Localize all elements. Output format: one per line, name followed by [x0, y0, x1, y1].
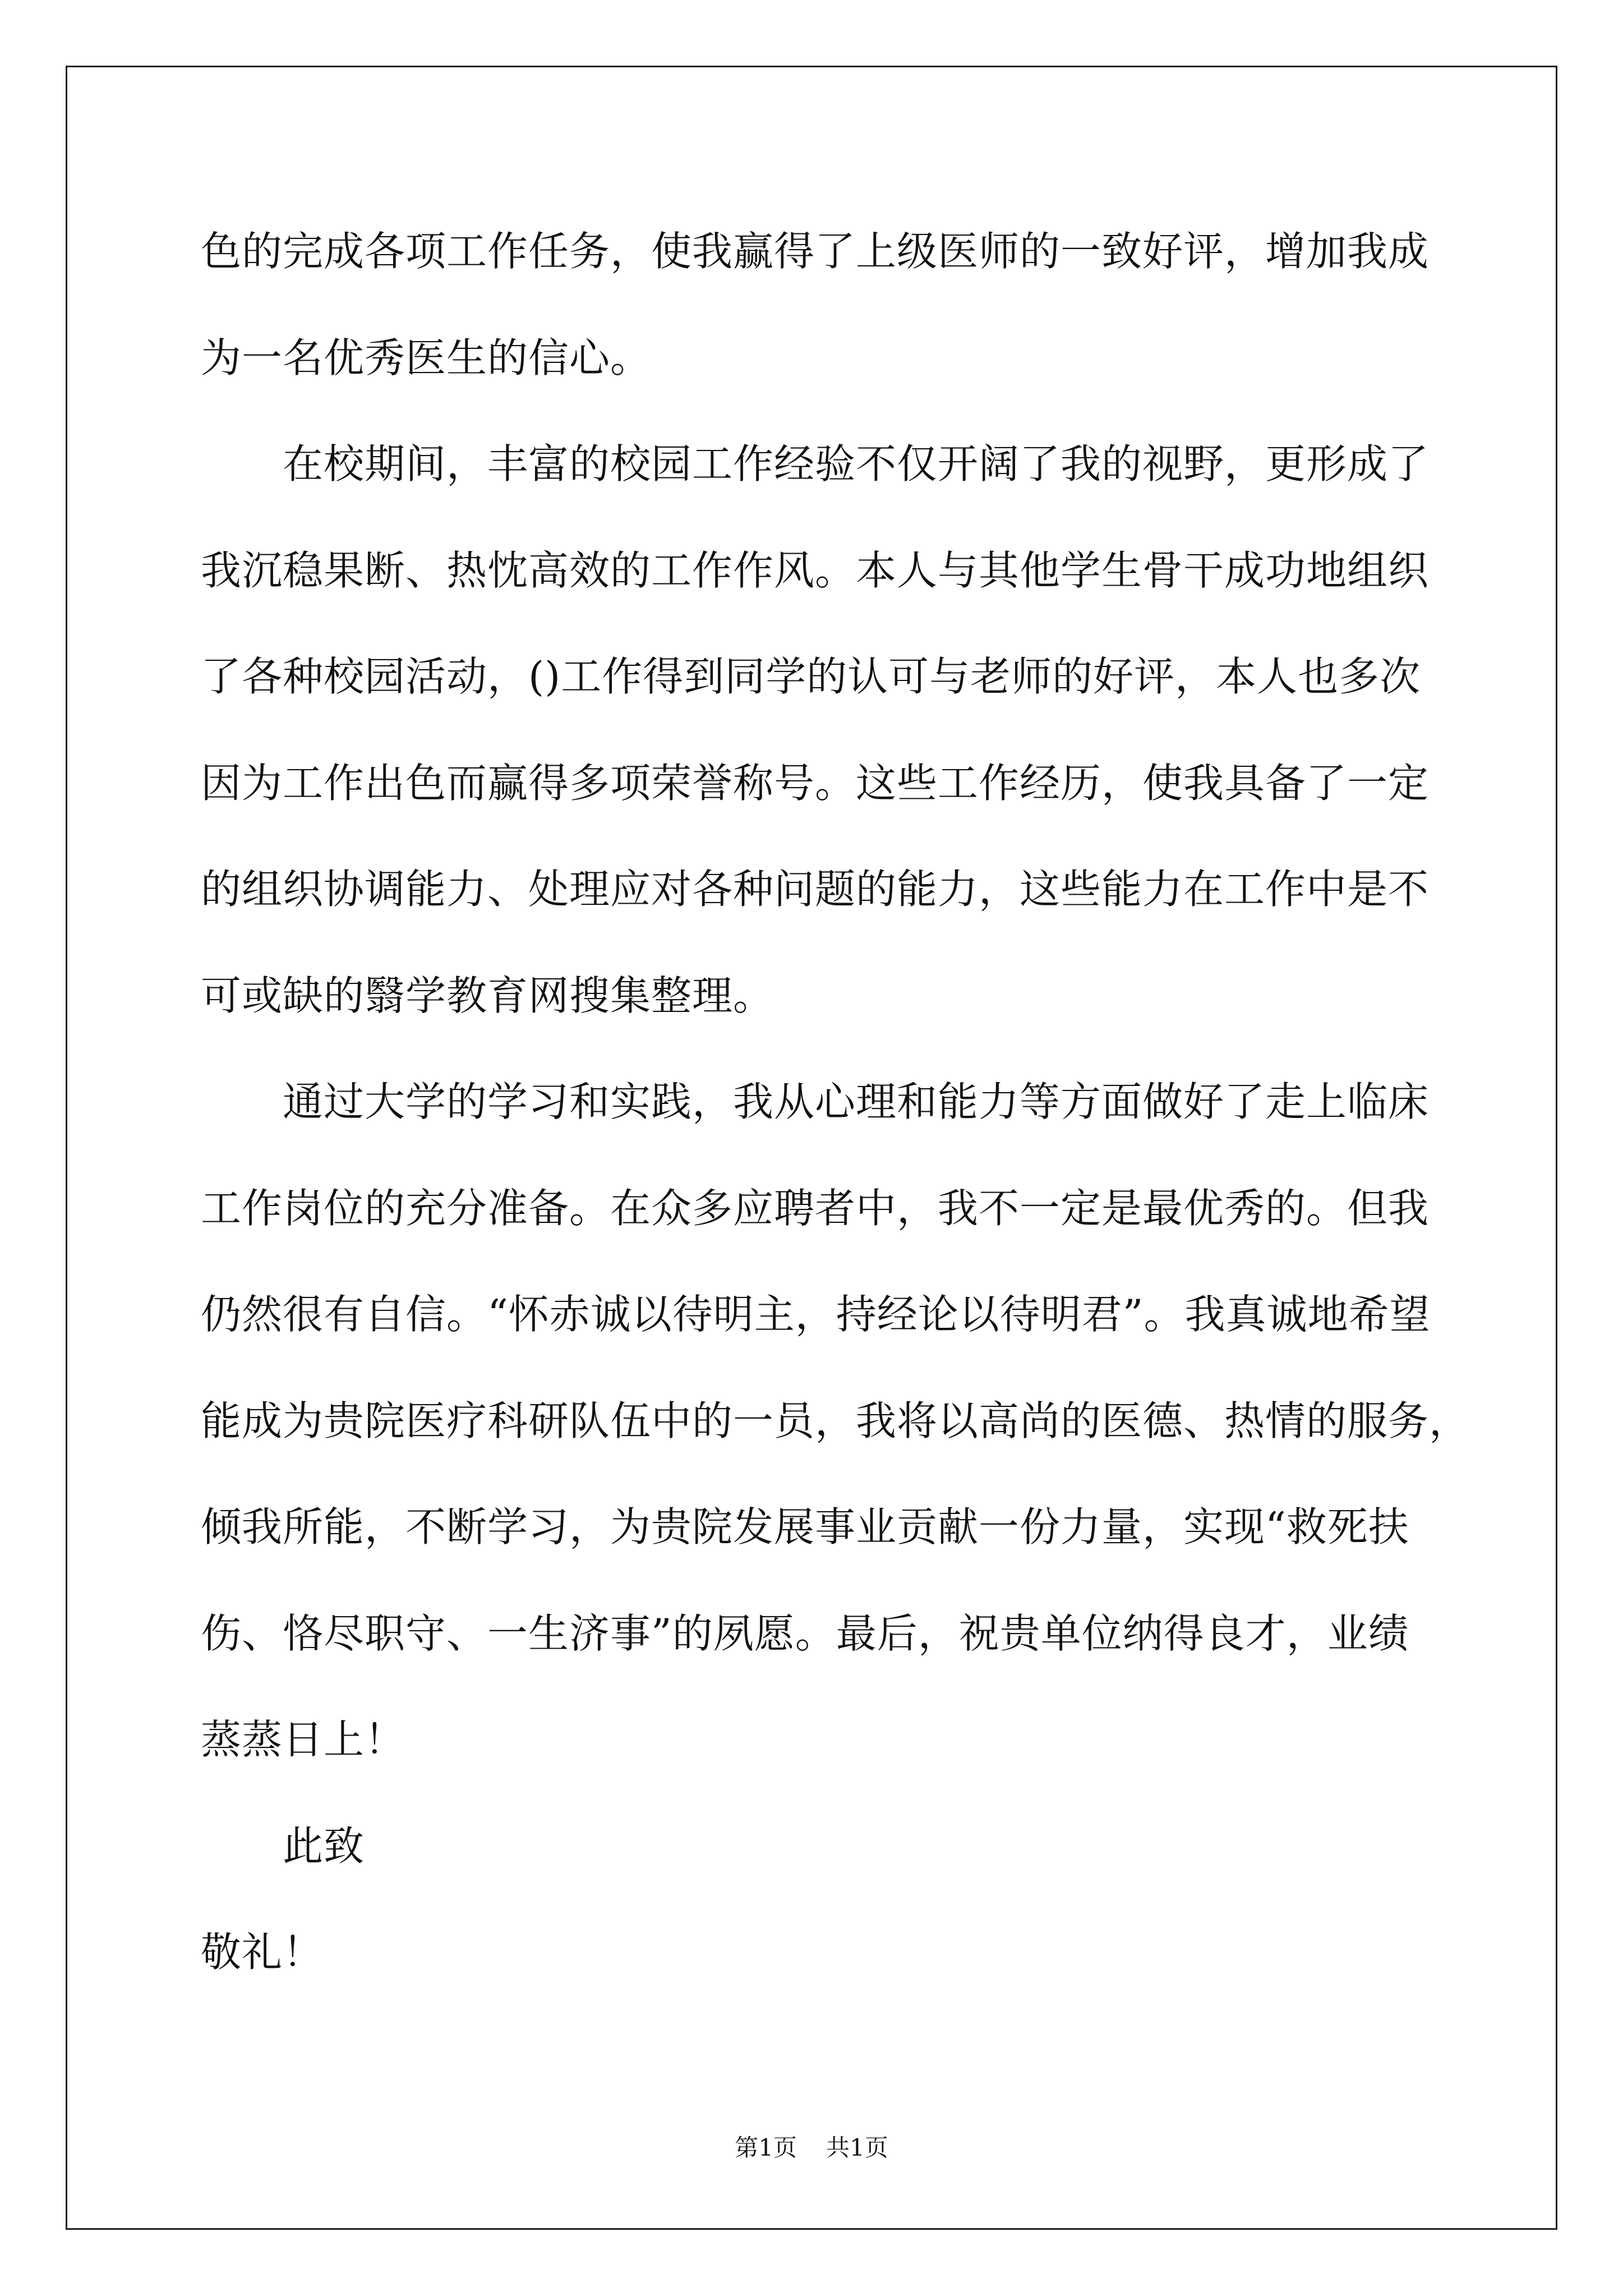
page-total: 共1页: [826, 2134, 888, 2161]
text-line: 在校期间，丰富的校园工作经验不仅开阔了我的视野，更形成了: [283, 440, 1430, 487]
text-line: 我沉稳果断、热忱高效的工作作风。本人与其他学生骨干成功地组织: [201, 546, 1430, 594]
text-line: 工作岗位的充分准备。在众多应聘者中，我不一定是最优秀的。但我: [201, 1184, 1430, 1232]
text-line: 的组织协调能力、处理应对各种问题的能力，这些能力在工作中是不: [201, 866, 1430, 913]
text-line: 倾我所能，不断学习，为贵院发展事业贡献一份力量，实现“救死扶: [201, 1503, 1409, 1550]
text-line: 能成为贵院医疗科研队伍中的一员，我将以高尚的医德、热情的服务，: [201, 1397, 1470, 1444]
text-line: 为一名优秀医生的信心。: [201, 334, 652, 381]
closing-regards: [201, 1899, 1536, 2006]
paragraph-continued: [201, 199, 1536, 411]
closing-salutation: [201, 1793, 1536, 1900]
text-line: 通过大学的学习和实践，我从心理和能力等方面做好了走上临床: [283, 1078, 1430, 1125]
page-footer: [0, 2131, 1623, 2165]
text-line: 敬礼！: [201, 1929, 324, 1976]
text-line: 伤、恪尽职守、一生济事”的夙愿。最后，祝贵单位纳得良才，业绩: [201, 1609, 1409, 1657]
text-line: 蒸蒸日上！: [201, 1716, 406, 1763]
text-line: 了各种校园活动，()工作得到同学的认可与老师的好评，本人也多次: [201, 653, 1421, 700]
text-line: 此致: [283, 1822, 365, 1870]
paragraph-campus-experience: [201, 411, 1536, 1049]
text-line: 因为工作出色而赢得多项荣誉称号。这些工作经历，使我具备了一定: [201, 759, 1430, 807]
letter-body: [201, 199, 1536, 2006]
text-line: 可或缺的翳学教育网搜集整理。: [201, 972, 774, 1019]
text-line: 仍然很有自信。“怀赤诚以待明主，持经论以待明君”。我真诚地希望: [201, 1291, 1431, 1338]
paragraph-conclusion: [201, 1049, 1536, 1793]
page-number: 第1页: [735, 2134, 797, 2161]
text-line: 色的完成各项工作任务，使我赢得了上级医师的一致好评，增加我成: [201, 228, 1430, 275]
